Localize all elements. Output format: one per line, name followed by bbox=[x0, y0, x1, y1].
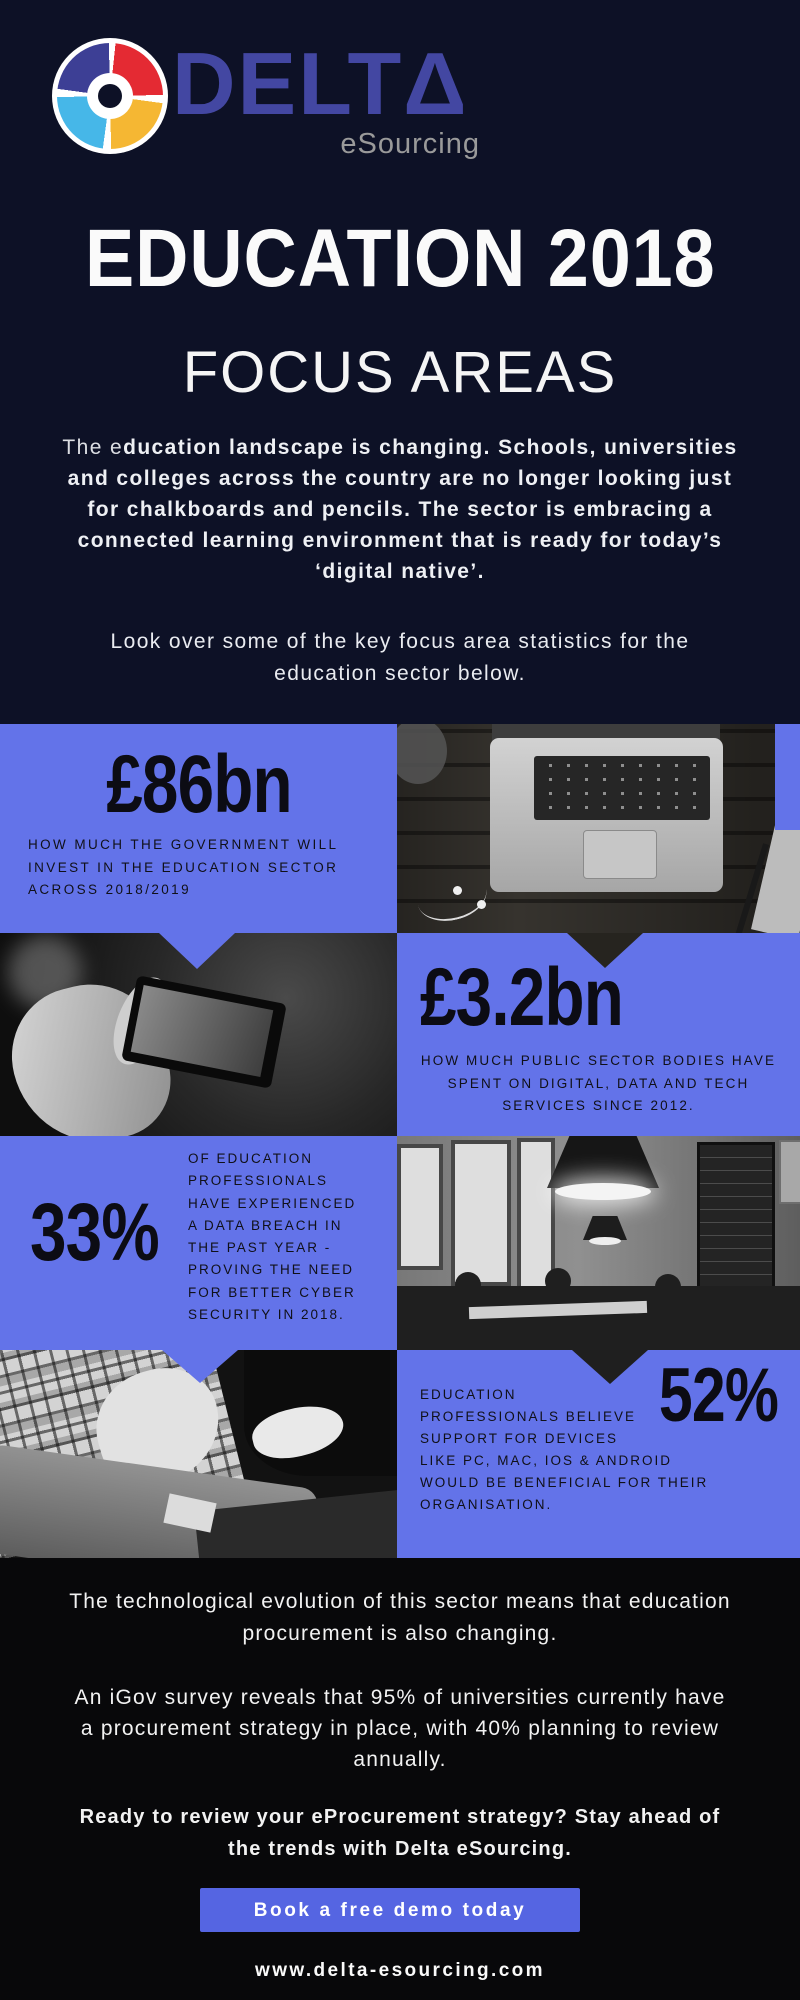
earbud bbox=[477, 900, 486, 909]
stat-caption-3-2bn bbox=[397, 1050, 800, 1118]
glass-cup bbox=[397, 724, 447, 784]
text-line: connected learning environment that is ready for today’s bbox=[77, 529, 723, 552]
text-line: ORGANISATION. bbox=[420, 1497, 553, 1512]
lamp-shade bbox=[547, 1136, 659, 1188]
text-line: PROFESSIONALS bbox=[188, 1173, 329, 1189]
ring-hole bbox=[98, 84, 122, 108]
page-subtitle: FOCUS AREAS bbox=[182, 340, 618, 405]
outro-paragraph-1 bbox=[0, 1586, 800, 1650]
text-line: The technological evolution of this sector means that education bbox=[69, 1590, 731, 1613]
page-title: EDUCATION 2018 bbox=[84, 213, 716, 304]
text-line: EDUCATION bbox=[420, 1387, 517, 1402]
photo-cafe bbox=[397, 1136, 800, 1350]
photo-laptop-desk bbox=[397, 724, 800, 933]
text-line: An iGov survey reveals that 95% of universities currently have bbox=[74, 1686, 726, 1709]
delta-ring-logo-icon bbox=[52, 38, 168, 154]
brand-subtitle: eSourcing bbox=[340, 128, 480, 160]
book-demo-button[interactable]: Book a free demo today bbox=[200, 1888, 580, 1932]
outro-paragraph-2 bbox=[0, 1682, 800, 1775]
intro-paragraph bbox=[40, 432, 760, 587]
text-line: The education landscape is changing. Schools, universities bbox=[62, 436, 738, 459]
text-line: ‘digital native’. bbox=[315, 560, 485, 583]
text-line: education sector below. bbox=[274, 662, 526, 685]
text-line: HAVE EXPERIENCED bbox=[188, 1195, 357, 1211]
text-line: OF EDUCATION bbox=[188, 1151, 313, 1166]
text-line: SECURITY IN 2018. bbox=[188, 1307, 345, 1323]
stat-caption-33pct bbox=[188, 1148, 398, 1326]
outro-cta-text bbox=[0, 1801, 800, 1865]
laptop-trackpad bbox=[583, 830, 657, 879]
website-link[interactable]: www.delta-esourcing.com bbox=[255, 1960, 545, 1981]
stat-value-52pct: 52% bbox=[658, 1353, 778, 1438]
text-line: WOULD BE BENEFICIAL FOR THEIR bbox=[420, 1475, 709, 1490]
text-line: A DATA BREACH IN bbox=[188, 1217, 343, 1233]
lamp-glow-small bbox=[589, 1237, 621, 1245]
laptop-keyboard bbox=[534, 756, 710, 820]
notch-triangle bbox=[162, 1350, 238, 1383]
menu-board bbox=[697, 1142, 775, 1290]
stat-value-3-2bn: £3.2bn bbox=[420, 952, 624, 1043]
stat-value-33pct: 33% bbox=[30, 1187, 159, 1278]
text-line: ACROSS 2018/2019 bbox=[28, 882, 191, 897]
people-silhouette-band bbox=[397, 1286, 800, 1350]
window bbox=[451, 1140, 511, 1286]
text-line: INVEST IN THE EDUCATION SECTOR bbox=[28, 859, 339, 875]
text-line: PROFESSIONALS BELIEVE bbox=[420, 1409, 637, 1424]
text-line: HOW MUCH THE GOVERNMENT WILL bbox=[28, 837, 339, 852]
text-line: LIKE PC, MAC, IOS & ANDROID bbox=[420, 1453, 673, 1468]
text-line: THE PAST YEAR - bbox=[188, 1240, 332, 1256]
lamp-glow bbox=[555, 1183, 651, 1200]
blue-edge-strip bbox=[775, 724, 800, 830]
stat-value-86bn: £86bn bbox=[105, 739, 292, 830]
picture-frame bbox=[779, 1140, 800, 1204]
text-line: annually. bbox=[353, 1748, 447, 1771]
text-line: Look over some of the key focus area statistics for the bbox=[110, 630, 690, 653]
notch-triangle bbox=[159, 933, 235, 969]
text-line: and colleges across the country are no longer looking just bbox=[67, 467, 733, 490]
intro-paragraph-2 bbox=[60, 626, 740, 690]
window bbox=[517, 1138, 555, 1292]
window bbox=[397, 1144, 443, 1270]
stat-caption-86bn bbox=[28, 834, 388, 902]
text-line: a procurement strategy in place, with 40% planning to review bbox=[80, 1717, 720, 1740]
text-line: SERVICES SINCE 2012. bbox=[502, 1098, 695, 1113]
text-line: PROVING THE NEED bbox=[188, 1262, 355, 1278]
text-line: SUPPORT FOR DEVICES bbox=[420, 1431, 619, 1446]
text-line: SPENT ON DIGITAL, DATA AND TECH bbox=[447, 1075, 750, 1091]
text-line: HOW MUCH PUBLIC SECTOR BODIES HAVE bbox=[420, 1053, 777, 1068]
stat-caption-52pct bbox=[420, 1384, 750, 1516]
text-line: Ready to review your eProcurement strategy? Stay ahead of bbox=[79, 1806, 721, 1828]
text-line: FOR BETTER CYBER bbox=[188, 1284, 356, 1300]
earphone-wire bbox=[412, 866, 491, 928]
earbud bbox=[453, 886, 462, 895]
brand-wordmark: DELTΔ bbox=[172, 34, 469, 133]
text-line: for chalkboards and pencils. The sector is embracing a bbox=[87, 498, 713, 521]
text-line: the trends with Delta eSourcing. bbox=[228, 1838, 572, 1860]
text-line: procurement is also changing. bbox=[242, 1622, 558, 1645]
